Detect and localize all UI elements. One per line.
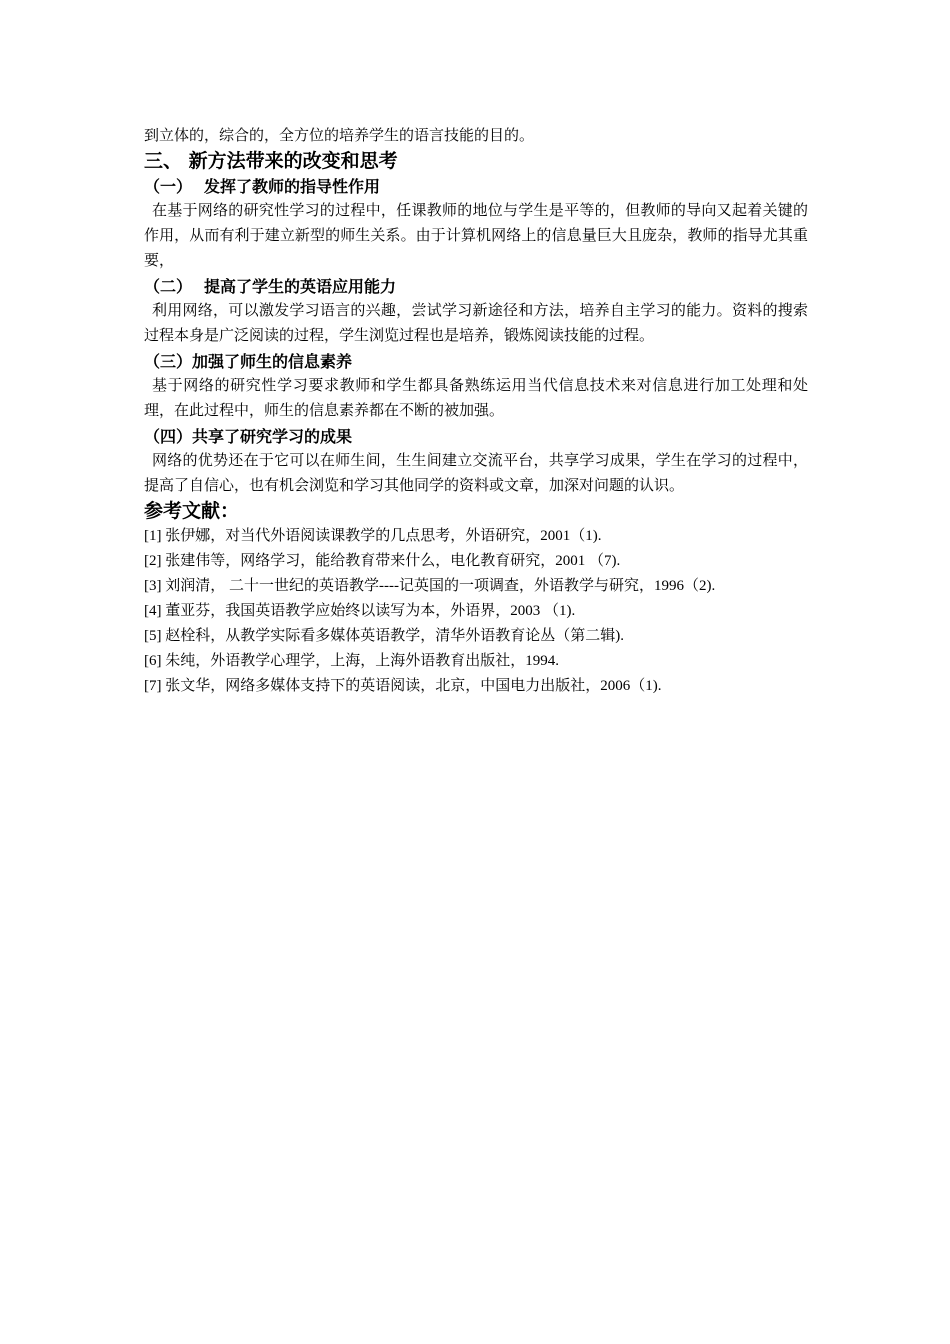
document-page (144, 124, 808, 699)
sub4-heading: （四）共享了研究学习的成果 (144, 427, 353, 446)
sub2-number: （二） (144, 277, 193, 296)
sub2-paragraph: 利用网络，可以激发学习语言的兴趣，尝试学习新途径和方法，培养自主学习的能力。资料的搜索过程本身是广泛阅读的过程，学生浏览过程也是培养，锻炼阅读技能的过程。 (144, 303, 808, 344)
reference-item: [5] 赵栓科，从教学实际看多媒体英语教学，清华外语教育论丛（第二辑). (144, 628, 624, 644)
sub1-number: （一） (144, 177, 193, 196)
reference-item: [7] 张文华，网络多媒体支持下的英语阅读，北京，中国电力出版社，2006（1). (144, 678, 662, 694)
sub1-title: 发挥了教师的指导性作用 (204, 177, 381, 196)
reference-item: [1] 张伊娜，对当代外语阅读课教学的几点思考，外语研究，2001（1). (144, 528, 602, 544)
sub3-heading: （三）加强了师生的信息素养 (144, 352, 353, 371)
intro-tail-text: 到立体的，综合的，全方位的培养学生的语言技能的目的。 (144, 128, 535, 144)
references-list (144, 524, 808, 699)
sub1-heading (144, 174, 808, 199)
section3-heading: 三、 新方法带来的改变和思考 (144, 150, 398, 172)
reference-item: [6] 朱纯，外语教学心理学，上海，上海外语教育出版社，1994. (144, 653, 559, 669)
references-heading: 参考文献： (144, 500, 240, 522)
reference-item: [4] 董亚芬，我国英语教学应始终以读写为本，外语界，2003 （1). (144, 603, 576, 619)
sub3-paragraph: 基于网络的研究性学习要求教师和学生都具备熟练运用当代信息技术来对信息进行加工处理和处理，在此过程中，师生的信息素养都在不断的被加强。 (144, 378, 808, 419)
sub2-title: 提高了学生的英语应用能力 (204, 277, 397, 296)
reference-item: [3] 刘润清， 二十一世纪的英语教学----记英国的一项调查，外语教学与研究，1996（2). (144, 578, 716, 594)
reference-item: [2] 张建伟等，网络学习，能给教育带来什么，电化教育研究，2001 （7). (144, 553, 621, 569)
sub4-paragraph: 网络的优势还在于它可以在师生间，生生间建立交流平台，共享学习成果，学生在学习的过程中，提高了自信心，也有机会浏览和学习其他同学的资料或文章，加深对问题的认识。 (144, 453, 808, 494)
sub1-paragraph: 在基于网络的研究性学习的过程中，任课教师的地位与学生是平等的，但教师的导向又起着关键的作用，从而有利于建立新型的师生关系。由于计算机网络上的信息量巨大且庞杂，教师的指导尤其重要， (144, 203, 808, 269)
sub2-heading (144, 274, 808, 299)
